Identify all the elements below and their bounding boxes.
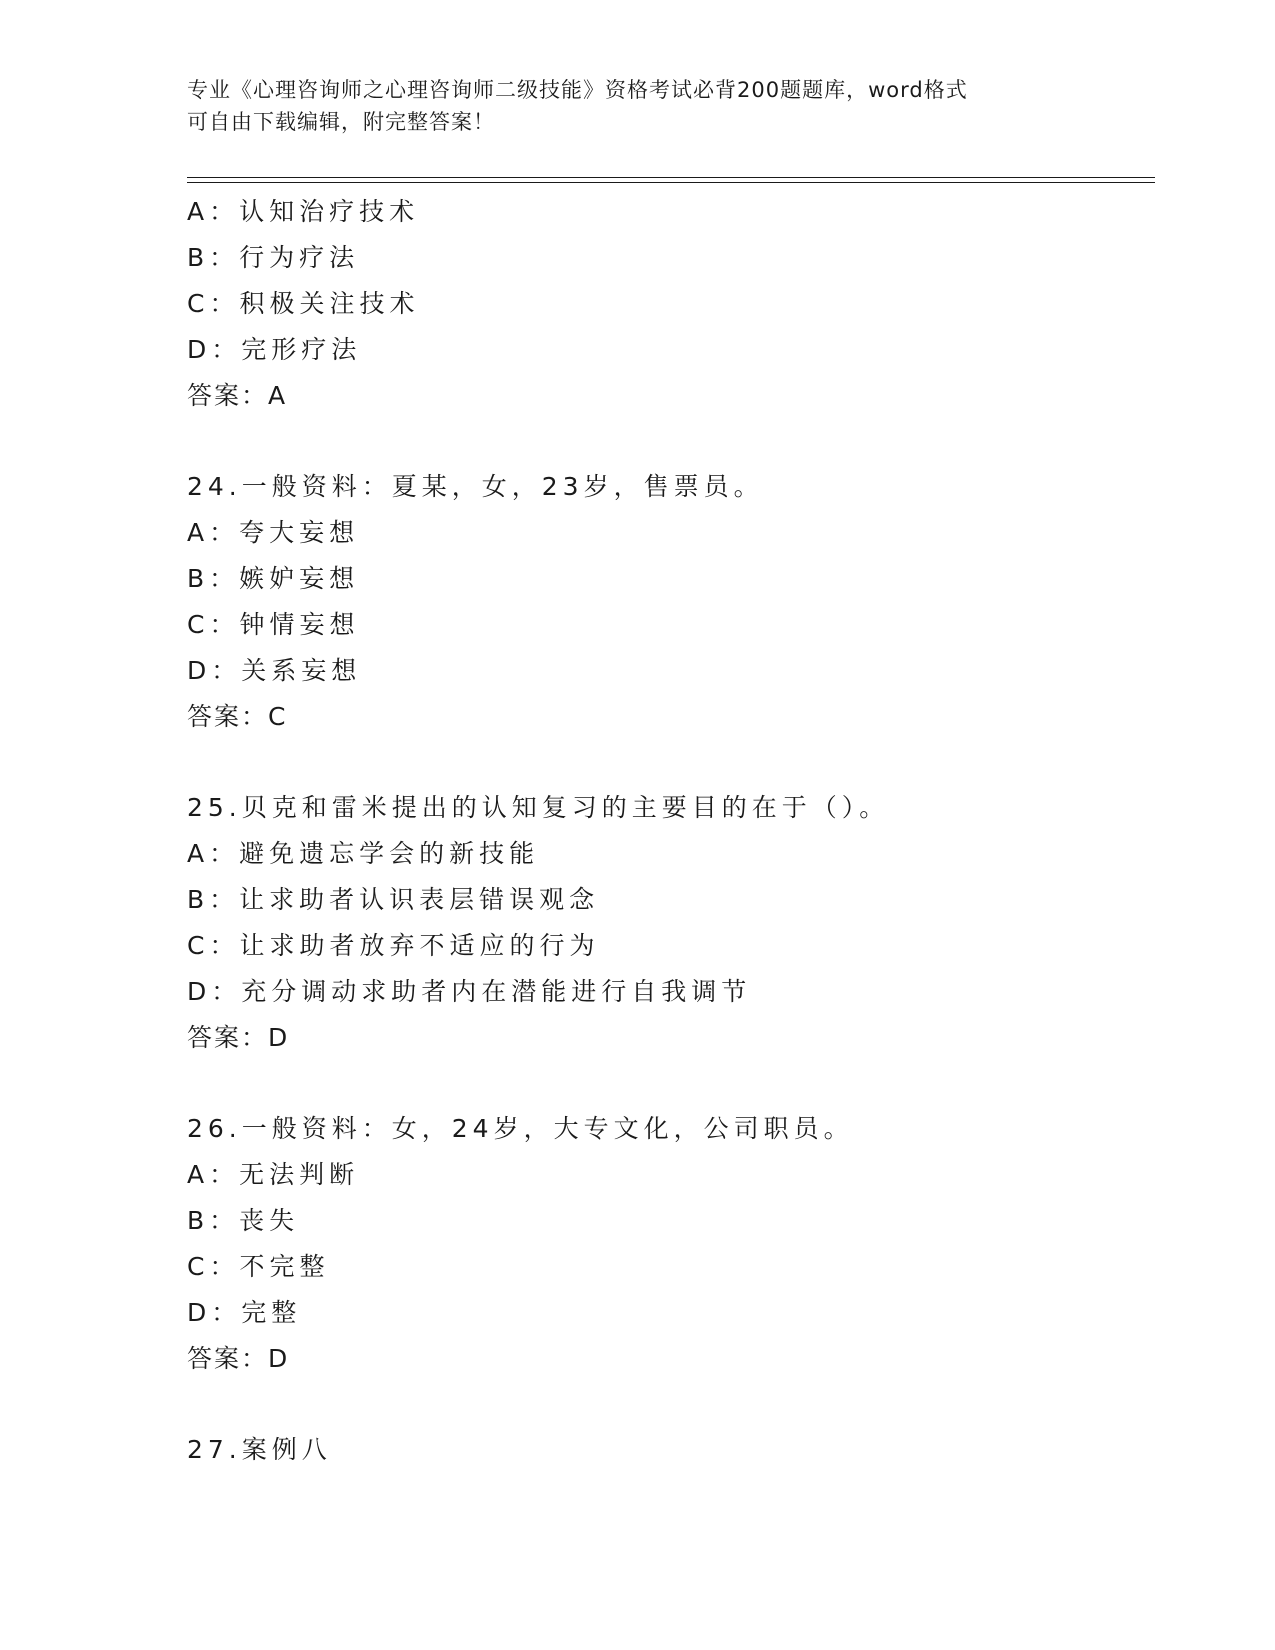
header-line-2: 可自由下载编辑，附完整答案！ (187, 110, 495, 134)
document-header (187, 74, 1067, 138)
option-d: D：完形疗法 (187, 335, 362, 364)
answer-line: 答案：D (187, 1344, 290, 1373)
question-27: 27.案例八 (187, 1435, 332, 1464)
option-b: B：嫉妒妄想 (187, 564, 360, 593)
option-d: D：关系妄想 (187, 656, 362, 685)
option-c: C：不完整 (187, 1252, 330, 1281)
option-d: D：完整 (187, 1298, 302, 1327)
option-a: A：认知治疗技术 (187, 197, 420, 226)
option-a: A：避免遗忘学会的新技能 (187, 839, 540, 868)
header-line-1: 专业《心理咨询师之心理咨询师二级技能》资格考试必背200题题库，word格式 (187, 78, 968, 102)
answer-line: 答案：C (187, 702, 288, 731)
option-b: B：行为疗法 (187, 243, 360, 272)
option-b: B：让求助者认识表层错误观念 (187, 885, 600, 914)
header-divider-bottom (187, 182, 1155, 183)
question-24: 24.一般资料：夏某，女，23岁，售票员。 (187, 472, 764, 501)
question-26: 26.一般资料：女，24岁，大专文化，公司职员。 (187, 1114, 854, 1143)
option-c: C：积极关注技术 (187, 289, 420, 318)
answer-line: 答案：A (187, 381, 288, 410)
option-c: C：让求助者放弃不适应的行为 (187, 931, 600, 960)
option-a: A：无法判断 (187, 1160, 360, 1189)
answer-line: 答案：D (187, 1023, 290, 1052)
option-b: B：丧失 (187, 1206, 300, 1235)
option-d: D：充分调动求助者内在潜能进行自我调节 (187, 977, 752, 1006)
header-divider-top (187, 177, 1155, 178)
option-c: C：钟情妄想 (187, 610, 360, 639)
option-a: A：夸大妄想 (187, 518, 360, 547)
question-list (187, 189, 1167, 1473)
question-25: 25.贝克和雷米提出的认知复习的主要目的在于（）。 (187, 793, 890, 822)
